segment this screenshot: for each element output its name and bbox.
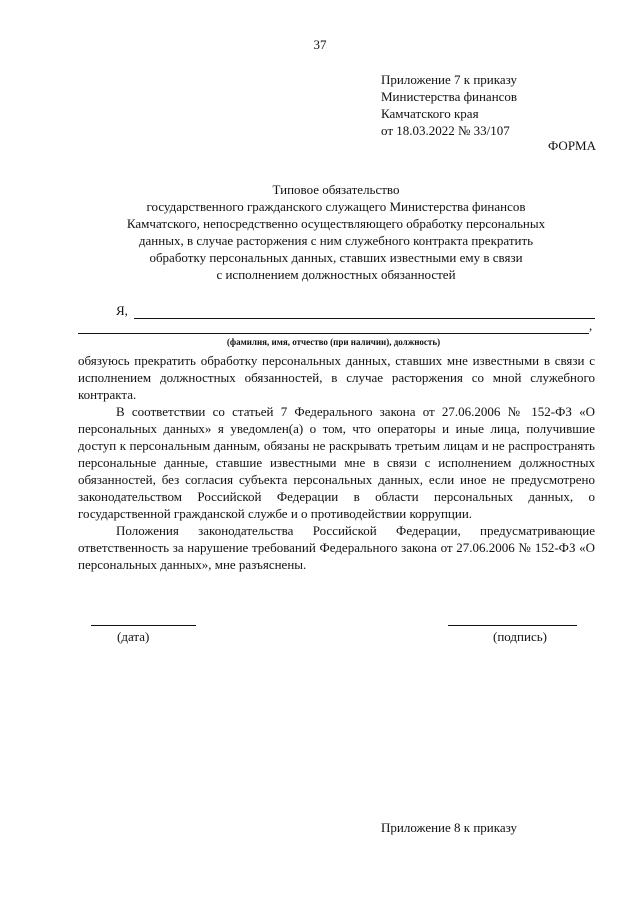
- position-input-line[interactable]: [78, 333, 589, 334]
- title-line: данных, в случае расторжения с ним служебного контракта прекратить: [138, 233, 534, 248]
- appendix-line: Камчатского края: [381, 106, 479, 121]
- title-line: обработку персональных данных, ставших известными ему в связи: [149, 250, 523, 265]
- paragraph-responsibility: Положения законодательства Российской Федерации, предусматривающие ответственность за нарушение требований Федерального закона от 27.06.2006 № 152-ФЗ «О персональных данных», мне разъяснены.: [78, 523, 595, 572]
- appendix-header: [381, 71, 517, 139]
- title-line: с исполнением должностных обязанностей: [216, 267, 456, 282]
- date-line[interactable]: [91, 625, 196, 626]
- title-line: государственного гражданского служащего Министерства финансов: [146, 199, 526, 214]
- title-line: Камчатского, непосредственно осуществляющего обработку персональных: [126, 216, 546, 231]
- line-comma: ,: [589, 318, 593, 333]
- next-appendix-header: Приложение 8 к приказу: [381, 820, 518, 835]
- page-number: 37: [313, 37, 327, 52]
- date-caption: (дата): [117, 629, 150, 644]
- paragraph-obligation: обязуюсь прекратить обработку персональных данных, ставших мне известными в связи с исполнением должностных обязанностей, в случае расторжения со мной служебного контракта.: [78, 353, 595, 402]
- ya-label: Я,: [116, 303, 128, 318]
- forma-label: ФОРМА: [548, 138, 596, 153]
- paragraph-notification: В соответствии со статьей 7 Федерального закона от 27.06.2006 № 152-ФЗ «О персональных данных» я уведомлен(а) о том, что операторы и иные лица, получившие доступ к персональным данным, обязаны не раскрывать третьим лицам и не распространять персональные данные, ставшие известными мне в связи с исполнением должностных обязанностей, без согласия субъекта персональных данных, если иное не предусмотрено законодательством Российской Федерации в области персональных данных, о государственной гражданской службе и о противодействии коррупции.: [78, 404, 595, 521]
- document-title: [78, 181, 594, 283]
- appendix-line: Приложение 7 к приказу: [381, 72, 518, 87]
- title-line: Типовое обязательство: [272, 182, 400, 197]
- appendix-line: Министерства финансов: [381, 89, 518, 104]
- appendix-line: от 18.03.2022 № 33/107: [381, 123, 510, 138]
- fio-caption: (фамилия, имя, отчество (при наличии), должность): [226, 337, 441, 347]
- fio-input-line[interactable]: [134, 318, 595, 319]
- signature-line[interactable]: [448, 625, 577, 626]
- signature-caption: (подпись): [493, 629, 547, 644]
- obligation-body: [78, 352, 595, 573]
